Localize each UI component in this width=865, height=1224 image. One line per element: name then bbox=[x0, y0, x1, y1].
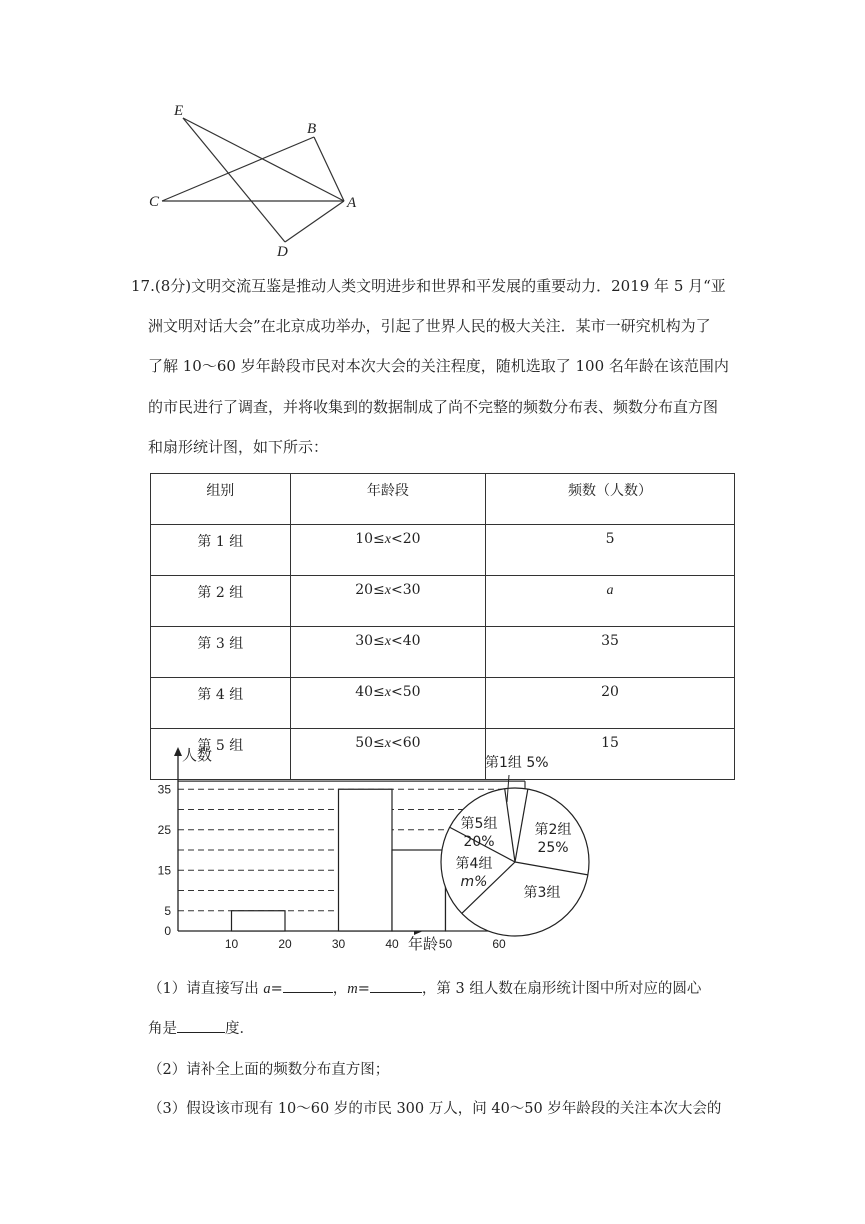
table-cell-range: 40≤x<50 bbox=[290, 678, 485, 729]
table-cell-group: 第 1 组 bbox=[151, 525, 291, 576]
table-row bbox=[151, 678, 735, 729]
y-tick-label: 35 bbox=[157, 782, 171, 797]
problem-line-4: 的市民进行了调查，并将收集到的数据制成了尚不完整的频数分布表、频数分布直方图 bbox=[148, 398, 719, 416]
table-header: 年龄段 bbox=[290, 474, 485, 525]
question-2: （2）请补全上面的频数分布直方图； bbox=[148, 1062, 390, 1078]
histogram-bar bbox=[232, 911, 286, 931]
table-row bbox=[151, 525, 735, 576]
label-C: C bbox=[149, 194, 160, 210]
pie-label: 第3组 bbox=[523, 885, 561, 901]
label-A: A bbox=[347, 195, 357, 211]
problem-line-3: 了解 10～60 岁年龄段市民对本次大会的关注程度，随机选取了 100 名年龄在该范围内 bbox=[148, 357, 729, 375]
table-cell-range: 10≤x<20 bbox=[290, 525, 485, 576]
pie-label: 第1组 5% bbox=[485, 755, 549, 771]
problem-line-5: 和扇形统计图，如下所示： bbox=[148, 438, 329, 456]
y-tick-label: 5 bbox=[164, 903, 171, 918]
x-tick-label: 20 bbox=[278, 937, 292, 951]
table-row bbox=[151, 576, 735, 627]
question-1-line-2: 角是 度． bbox=[148, 1017, 254, 1038]
problem-number: 17. bbox=[131, 277, 155, 295]
table-cell-range: 30≤x<40 bbox=[290, 627, 485, 678]
problem-line-2: 洲文明对话大会”在北京成功举办，引起了世界人民的极大关注．某市一研究机构为了 bbox=[148, 317, 711, 335]
question-3: （3）假设该市现有 10～60 岁的市民 300 万人，问 40～50 岁年龄段的关注本次大会的 bbox=[148, 1101, 722, 1117]
table-cell-group: 第 2 组 bbox=[151, 576, 291, 627]
table-cell-freq: a bbox=[486, 576, 735, 627]
table-header: 组别 bbox=[151, 474, 291, 525]
label-E: E bbox=[174, 103, 184, 119]
table-cell-range: 20≤x<30 bbox=[290, 576, 485, 627]
y-tick-label: 0 bbox=[164, 924, 171, 938]
pie-label: 第2组 bbox=[534, 822, 572, 838]
label-D: D bbox=[277, 244, 288, 260]
label-B: B bbox=[307, 121, 317, 137]
y-axis-label: 人数 bbox=[182, 746, 213, 764]
answer-blank-m[interactable] bbox=[370, 978, 422, 993]
answer-blank-a[interactable] bbox=[283, 978, 333, 993]
table-cell-group: 第 4 组 bbox=[151, 678, 291, 729]
pie-value-label: m% bbox=[460, 874, 488, 890]
y-axis-arrow bbox=[174, 747, 182, 756]
pie-label: 第5组 bbox=[460, 816, 498, 832]
table-cell-freq: 20 bbox=[486, 678, 735, 729]
x-tick-label: 30 bbox=[331, 937, 346, 951]
x-tick-label: 50 bbox=[438, 937, 453, 951]
pie-value-label: 25% bbox=[537, 840, 569, 856]
answer-blank-angle[interactable] bbox=[177, 1018, 225, 1033]
question-1-line-1: （1）请直接写出 a= ，m= ，第 3 组人数在扇形统计图中所对应的圆心 bbox=[148, 977, 701, 998]
frequency-table bbox=[150, 473, 735, 780]
x-axis-label: 年龄 bbox=[408, 935, 439, 953]
problem-text: 文明交流互鉴是推动人类文明进步和世界和平发展的重要动力．2019 年 5 月“亚 bbox=[191, 277, 726, 295]
table-header-row bbox=[151, 474, 735, 525]
table-cell-freq: 5 bbox=[486, 525, 735, 576]
x-tick-label: 60 bbox=[492, 937, 506, 951]
x-tick-label: 40 bbox=[385, 937, 399, 951]
table-cell-freq: 15 bbox=[486, 729, 735, 780]
table-cell-group: 第 5 组 bbox=[151, 729, 291, 780]
geometry-figure bbox=[140, 95, 380, 265]
table-row bbox=[151, 627, 735, 678]
pie-label: 第4组 bbox=[455, 856, 493, 872]
table-cell-range: 50≤x<60 bbox=[290, 729, 485, 780]
y-tick-label: 15 bbox=[157, 863, 171, 878]
table-cell-freq: 35 bbox=[486, 627, 735, 678]
histogram-bar bbox=[339, 789, 393, 931]
pie-chart bbox=[435, 745, 610, 940]
y-tick-label: 25 bbox=[157, 822, 171, 837]
pie-value-label: 20% bbox=[463, 834, 495, 850]
table-header: 频数（人数） bbox=[486, 474, 735, 525]
problem-line-1 bbox=[131, 275, 726, 296]
problem-points: (8分) bbox=[154, 277, 192, 295]
x-tick-label: 10 bbox=[224, 937, 239, 951]
table-cell-group: 第 3 组 bbox=[151, 627, 291, 678]
